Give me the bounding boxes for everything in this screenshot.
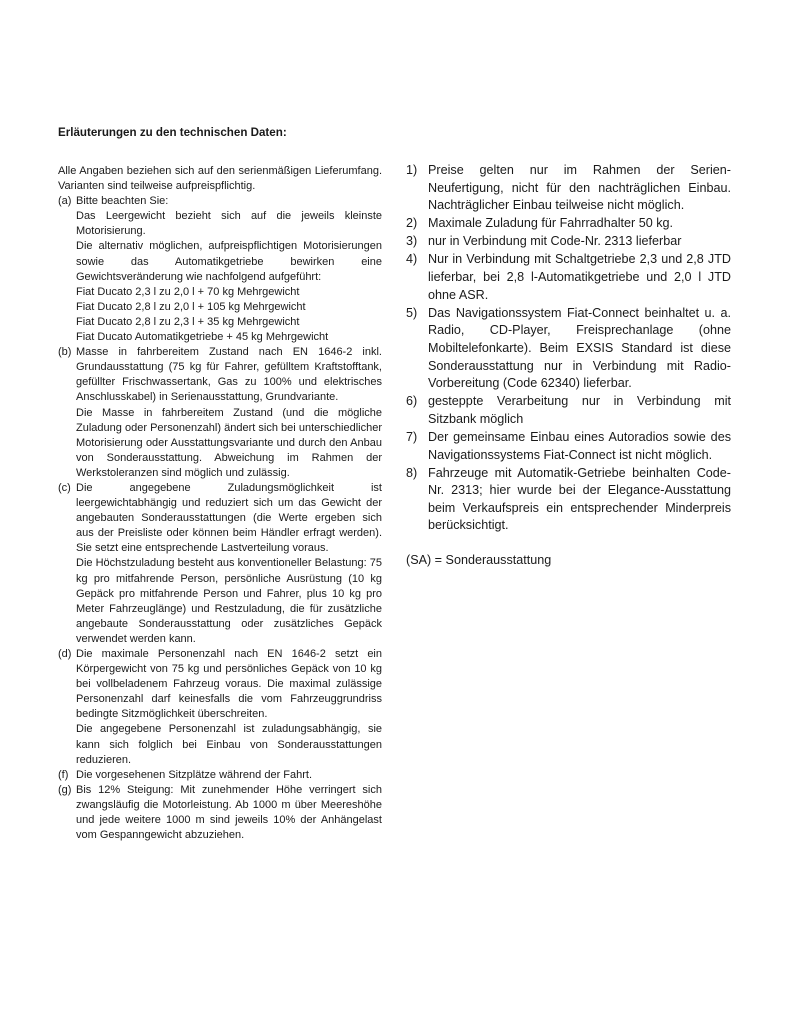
footnote-text: gesteppte Verarbeitung nur in Verbindung mit Sitzbank möglich [428, 394, 731, 426]
footnote-marker: 6) [406, 394, 418, 409]
weight-line: Fiat Ducato 2,3 l zu 2,0 l + 70 kg Mehrgewicht [76, 285, 300, 298]
footnotes-column [406, 162, 731, 570]
note-marker: (f) [58, 768, 69, 781]
footnote-marker: 7) [406, 429, 418, 444]
footnote-text: Fahrzeuge mit Automatik-Getriebe beinhalten Code-Nr. 2313; hier wurde bei der Elegance-Ausstattung beim Verkaufspreis ein entsprechender Minderpreis berücksichtigt. [428, 465, 731, 533]
note-paragraph: Die alternativ möglichen, aufpreispflichtigen Motorisierungen sowie das Automatikgetriebe bewirken eine Gewichtsveränderung wie nachfolgend aufgeführt: [76, 240, 382, 283]
footnote-text: Maximale Zuladung für Fahrradhalter 50 kg. [428, 216, 674, 231]
note-paragraph: Die Höchstzuladung besteht aus konventioneller Belastung: 75 kg pro mitfahrende Person, persönliche Ausrüstung (10 kg Gepäck pro mitfahrende Person und Fahrer, plus 10 kg pro Meter Fahrzeuglänge) und Restzuladung, die für zusätzliche angebaute Sonderausstattung oder zusätzliches Gepäck verwendet werden kann. [76, 557, 382, 645]
abbreviation-legend: (SA) = Sonderausstattung [406, 552, 552, 567]
note-c [58, 481, 382, 647]
footnote-marker: 4) [406, 252, 418, 267]
footnote-2 [406, 215, 731, 233]
note-a [58, 194, 382, 345]
footnote-3 [406, 233, 731, 251]
note-marker: (g) [58, 783, 72, 796]
note-paragraph: Bis 12% Steigung: Mit zunehmender Höhe verringert sich zwangsläufig die Motorleistung. Ab 1000 m über Meereshöhe und jede weitere 1000 m sind jeweils 10% der Anhängelast vom Gespanngewicht abzuziehen. [76, 783, 382, 842]
note-paragraph: Das Leergewicht bezieht sich auf die jeweils kleinste Motorisierung. [76, 210, 382, 238]
note-paragraph: Die maximale Personenzahl nach EN 1646-2 setzt ein Körpergewicht von 75 kg und persönliches Gepäck von 10 kg bei vollbeladenem Fahrzeug voraus. Die maximal zulässige Personenzahl darf keinesfalls die vom Fahrzeuggrundriss bedingte Sitzmöglichkeit überschreiten. [76, 648, 382, 721]
note-body [76, 768, 382, 783]
footnote-text: Das Navigationssystem Fiat-Connect beinhaltet u. a. Radio, CD-Player, Freisprechanlage (ohne Mobiltelefonkarte). Beim EXSIS Standard ist diese Sonderausstattung nur in Verbindung mit Radio-Vorbereitung (Code 62340) lieferbar. [428, 305, 731, 391]
note-body [76, 194, 382, 345]
footnote-marker: 2) [406, 216, 418, 231]
note-paragraph: Bitte beachten Sie: [76, 195, 169, 208]
note-body [76, 783, 382, 843]
note-paragraph: Die angegebene Personenzahl ist zuladungsabhängig, sie kann sich folglich bei Einbau von Sonderausstattungen reduzieren. [76, 723, 382, 766]
note-d [58, 647, 382, 768]
note-body [76, 647, 382, 768]
weight-line: Fiat Ducato 2,8 l zu 2,3 l + 35 kg Mehrgewicht [76, 315, 300, 328]
footnote-marker: 1) [406, 163, 418, 177]
note-paragraph: Die Masse in fahrbereitem Zustand (und die mögliche Zuladung oder Personenzahl) ändert sich bei unterschiedlicher Motorisierung oder Ausstattungsvariante und durch den Anbau von Sonderausstattung. Abweichung im Rahmen der Werkstoleranzen sind möglich und zulässig. [76, 406, 382, 479]
weight-line: Fiat Ducato Automatikgetriebe + 45 kg Mehrgewicht [76, 331, 329, 344]
page-title: Erläuterungen zu den technischen Daten: [58, 126, 287, 139]
footnote-1 [406, 162, 731, 215]
note-marker: (d) [58, 648, 72, 660]
note-marker: (c) [58, 481, 71, 494]
footnote-marker: 3) [406, 234, 418, 249]
footnote-4 [406, 251, 731, 304]
note-marker: (b) [58, 346, 72, 359]
footnote-5 [406, 305, 731, 393]
footnote-text: nur in Verbindung mit Code-Nr. 2313 lieferbar [428, 234, 682, 249]
footnote-6 [406, 393, 731, 428]
weight-line: Fiat Ducato 2,8 l zu 2,0 l + 105 kg Mehrgewicht [76, 300, 306, 313]
intro-paragraph: Alle Angaben beziehen sich auf den serienmäßigen Lieferumfang. Varianten sind teilweise aufpreispflichtig. [58, 165, 382, 193]
explanations-column [58, 164, 382, 843]
note-f [58, 768, 382, 783]
note-body [76, 345, 382, 481]
note-paragraph: Die vorgesehenen Sitzplätze während der Fahrt. [76, 768, 313, 781]
note-paragraph: Masse in fahrbereitem Zustand nach EN 1646-2 inkl. Grundausstattung (75 kg für Fahrer, gefülltem Kraftstofftank, gefüllter Frischwassertank, Gas zu 100% und elektrisches Anschlusskabel) in Serienausstattung, Grundvariante. [76, 346, 382, 404]
note-b [58, 345, 382, 481]
footnote-text: Der gemeinsame Einbau eines Autoradios sowie des Navigationssystems Fiat-Connect ist nicht möglich. [428, 429, 731, 462]
footnote-text: Nur in Verbindung mit Schaltgetriebe 2,3 und 2,8 JTD lieferbar, bei 2,8 l-Automatikgetriebe und 2,0 l JTD ohne ASR. [428, 252, 731, 302]
footnote-marker: 8) [406, 465, 418, 480]
note-g [58, 783, 382, 843]
footnote-8 [406, 465, 731, 535]
footnote-7 [406, 429, 731, 464]
note-paragraph: Die angegebene Zuladungsmöglichkeit ist leergewichtabhängig und reduziert sich um das Gewicht der angebauten Sonderausstattungen (die Werte ergeben sich aus der Preisliste oder können beim Händler erfragt werden). Sie setzt eine entsprechende Lastverteilung voraus. [76, 481, 382, 555]
note-marker: (a) [58, 195, 72, 208]
footnote-text: Preise gelten nur im Rahmen der Serien-Neufertigung, nicht für den nachträglichen Einbau. Nachträglicher Einbau teilweise nicht möglich. [428, 163, 731, 213]
note-body [76, 481, 382, 647]
footnote-marker: 5) [406, 305, 418, 320]
